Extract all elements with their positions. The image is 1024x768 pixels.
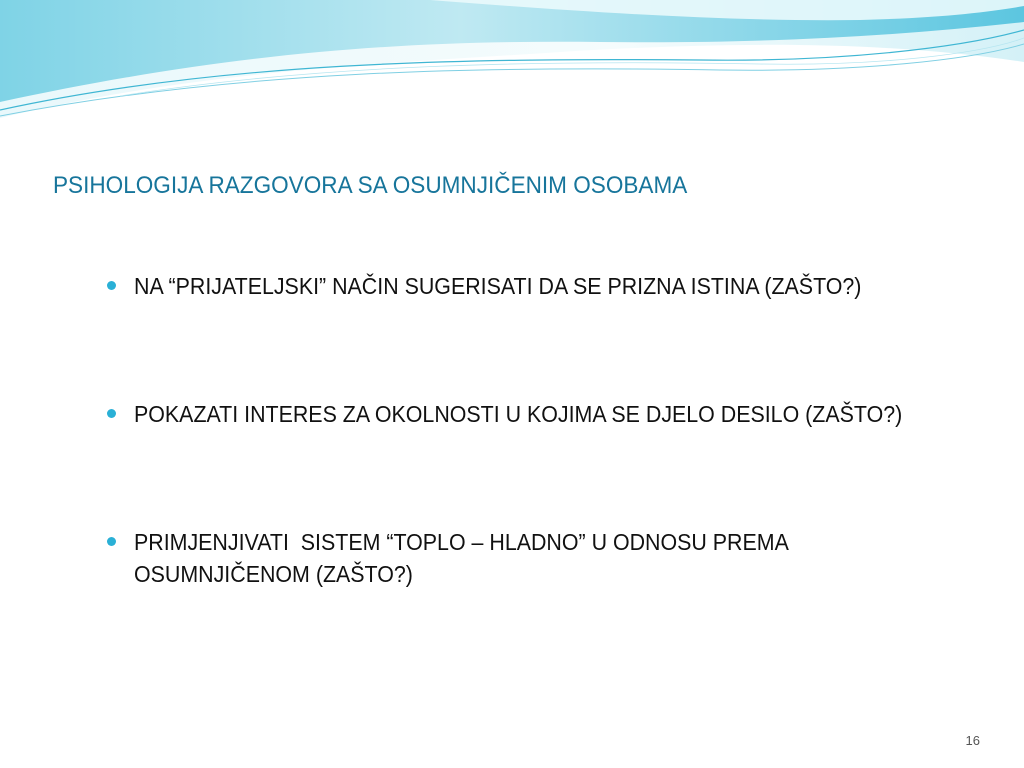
bullet-item — [107, 270, 967, 302]
bullet-dot-icon — [107, 281, 116, 290]
bullet-item — [107, 526, 967, 590]
page-number: 16 — [965, 733, 980, 748]
bullet-dot-icon — [107, 409, 116, 418]
header-wave-decoration — [0, 0, 1024, 130]
slide-title: PSIHOLOGIJA RAZGOVORA SA OSUMNJIČENIM OSOBAMA — [53, 172, 688, 199]
bullet-text: NA “PRIJATELJSKI” NAČIN SUGERISATI DA SE PRIZNA ISTINA (ZAŠTO?) — [134, 273, 862, 299]
bullet-text: PRIMJENJIVATI SISTEM “TOPLO – HLADNO” U ODNOSU PREMA OSUMNJIČENOM (ZAŠTO?) — [134, 529, 794, 587]
bullet-item — [107, 398, 967, 430]
bullet-dot-icon — [107, 537, 116, 546]
bullet-text: POKAZATI INTERES ZA OKOLNOSTI U KOJIMA SE DJELO DESILO (ZAŠTO?) — [134, 401, 903, 427]
